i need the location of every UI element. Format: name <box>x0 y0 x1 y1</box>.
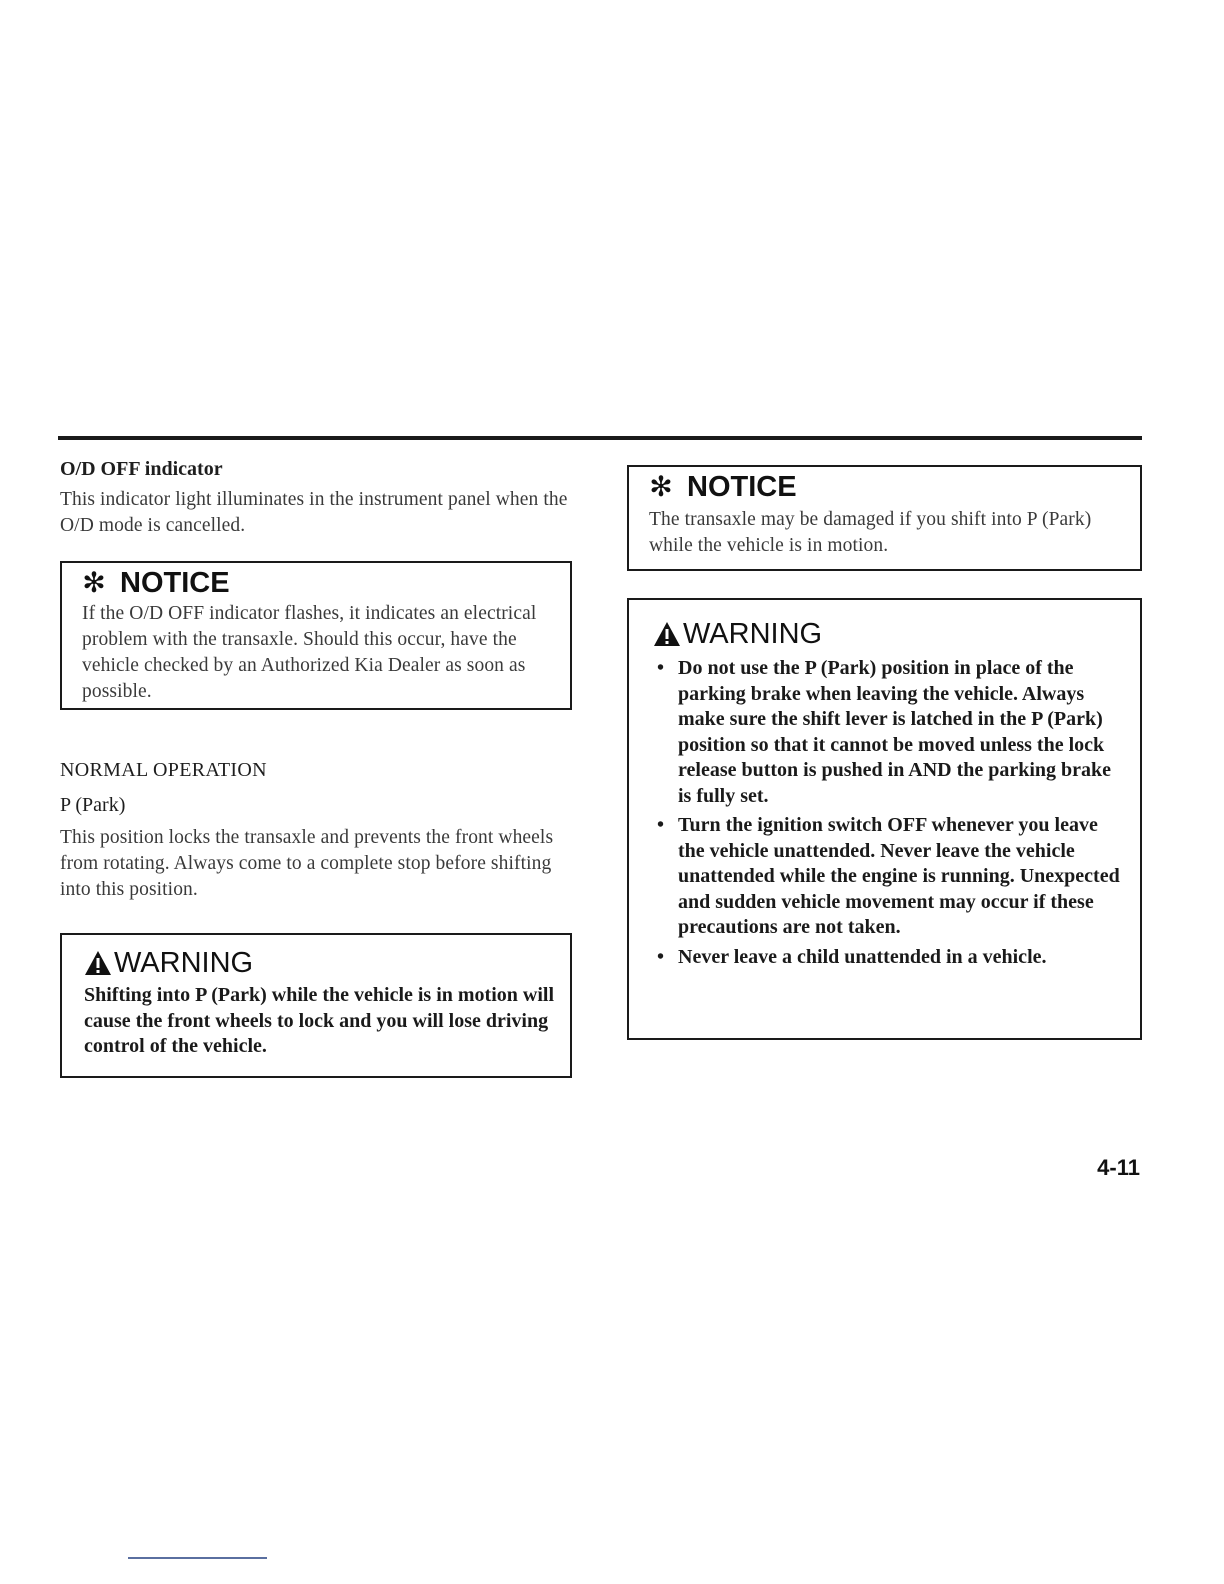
bullet-icon: • <box>657 945 665 968</box>
warning-header <box>84 947 556 979</box>
list-item <box>653 656 1128 809</box>
notice-header <box>649 471 1128 503</box>
bullet-icon: • <box>657 814 665 836</box>
od-off-heading: O/D OFF indicator <box>60 458 223 480</box>
warning-title: WARNING <box>114 947 254 979</box>
notice-body: If the O/D OFF indicator flashes, it indicates an electrical problem with the transaxle. Should this occur, have the vehicle checked by an Authorized Kia Dealer as soon as possible. <box>82 603 537 702</box>
warning-box <box>627 598 1142 1040</box>
asterisk-icon: ✻ <box>649 471 673 502</box>
warning-title: WARNING <box>683 618 823 650</box>
notice-body: The transaxle may be damaged if you shift into P (Park) while the vehicle is in motion. <box>649 509 1092 556</box>
park-body: This position locks the transaxle and prevents the front wheels from rotating. Always come to a complete stop before shifting into this position. <box>60 827 554 900</box>
warning-box <box>60 933 572 1078</box>
warning-body: Shifting into P (Park) while the vehicle is in motion will cause the front wheels to lock and you will lose driving control of the vehicle. <box>84 984 555 1057</box>
notice-header <box>82 567 558 599</box>
normal-operation-heading: NORMAL OPERATION <box>60 759 267 781</box>
list-item-text: Never leave a child unattended in a vehicle. <box>678 945 1047 968</box>
warning-triangle-icon <box>653 621 681 647</box>
notice-box <box>627 465 1142 571</box>
warning-triangle-icon <box>84 950 112 976</box>
notice-title: NOTICE <box>120 567 230 599</box>
right-column <box>627 465 1142 1040</box>
warning-header <box>653 618 1128 650</box>
page-number: 4-11 <box>1097 1155 1140 1180</box>
notice-title: NOTICE <box>687 471 797 503</box>
bullet-icon: • <box>657 657 665 679</box>
notice-box <box>60 561 572 710</box>
list-item-text: Do not use the P (Park) position in place of the parking brake when leaving the vehicle. Always make sure the shift lever is latched in the P (Park) position so that it cannot be moved unless the lock release button is pushed in AND the parking brake is fully set. <box>678 657 1112 807</box>
park-heading: P (Park) <box>60 794 126 816</box>
list-item-text: Turn the ignition switch OFF whenever you leave the vehicle unattended. Never leave the vehicle unattended while the engine is running. Unexpected and sudden vehicle movement may occur if these precautions are not taken. <box>678 814 1120 938</box>
list-item <box>653 813 1128 941</box>
asterisk-icon: ✻ <box>82 567 106 598</box>
od-off-body: This indicator light illuminates in the instrument panel when the O/D mode is cancelled. <box>60 489 568 536</box>
warning-list <box>653 656 1128 970</box>
left-column <box>60 458 572 1078</box>
top-rule <box>58 436 1142 440</box>
list-item <box>653 945 1128 971</box>
bottom-rule <box>128 1557 267 1559</box>
